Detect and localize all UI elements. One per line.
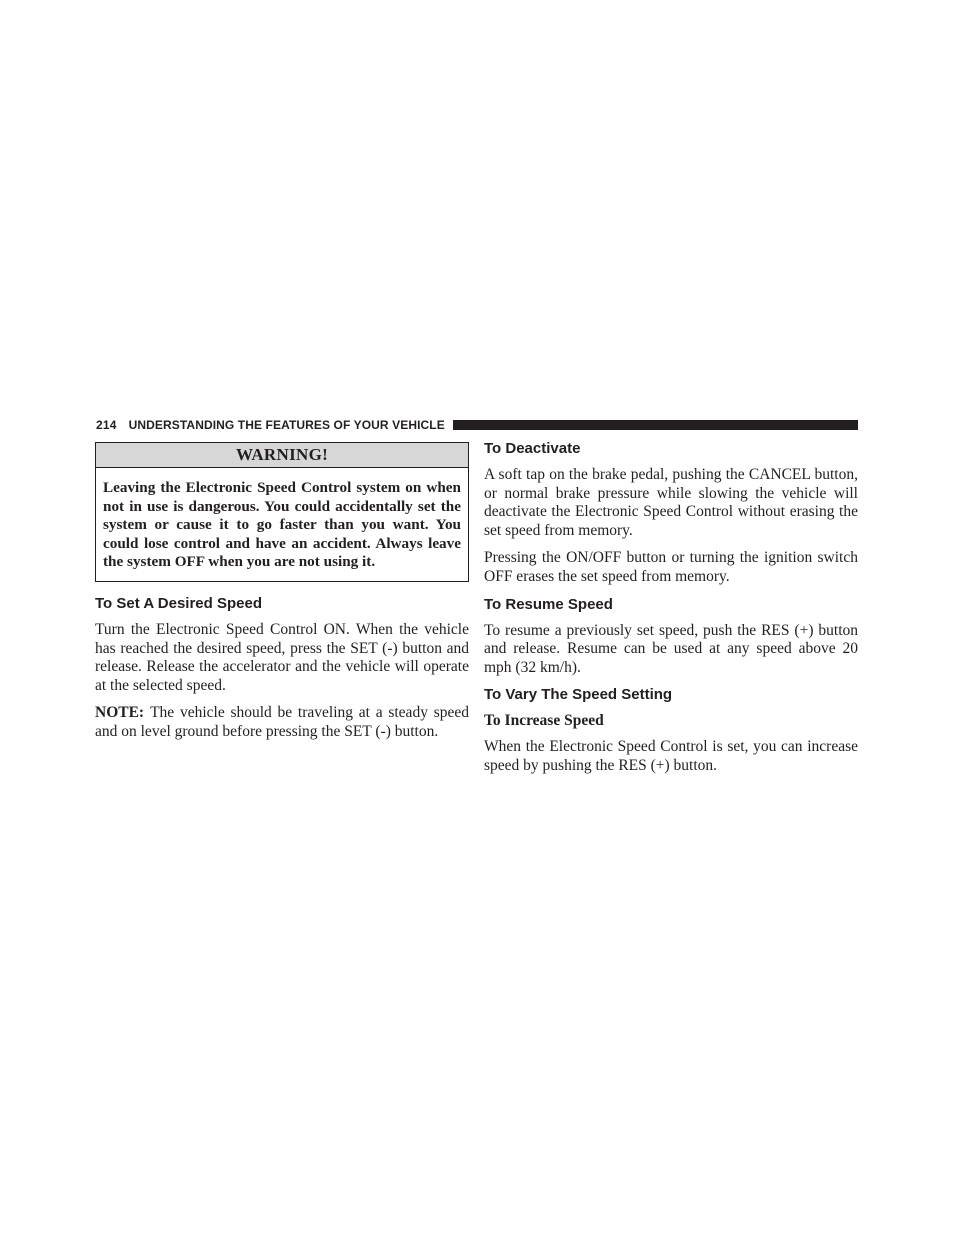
note-paragraph [95,704,469,741]
paragraph-set-desired-speed: Turn the Electronic Speed Control ON. When the vehicle has reached the desired speed, press the SET (-) button and release. Release the accelerator and the vehicle will operate at the selected speed. [95,620,469,694]
paragraph-increase-speed: When the Electronic Speed Control is set, you can increase speed by pushing the RES (+) button. [484,738,858,774]
section-title: UNDERSTANDING THE FEATURES OF YOUR VEHICLE [128,418,445,432]
header-rule [453,420,858,430]
warning-box [95,442,469,582]
subheading-increase-speed: To Increase Speed [484,712,604,730]
paragraph-deactivate-1: A soft tap on the brake pedal, pushing the CANCEL button, or normal brake pressure while slowing the vehicle will deactivate the Electronic Speed Control without erasing the set speed from memory. [484,466,858,539]
paragraph-deactivate-2: Pressing the ON/OFF button or turning the ignition switch OFF erases the set speed from memory. [484,549,858,585]
page-header [96,417,858,433]
warning-title: WARNING! [96,443,468,468]
note-text: The vehicle should be traveling at a steady speed and on level ground before pressing the SET (-) button. [95,704,469,740]
right-column [484,442,858,785]
heading-resume-speed: To Resume Speed [484,595,613,613]
note-label: NOTE: [95,704,145,722]
page-number: 214 [96,418,117,432]
heading-set-desired-speed: To Set A Desired Speed [95,594,262,612]
warning-body: Leaving the Electronic Speed Control system on when not in use is dangerous. You could accidentally set the system or cause it to go faster than you want. You could lose control and have an accident. Always leave the system OFF when you are not using it. [103,479,461,571]
heading-deactivate: To Deactivate [484,440,581,457]
paragraph-resume-speed: To resume a previously set speed, push the RES (+) button and release. Resume can be used at any speed above 20 mph (32 km/h). [484,621,858,676]
left-column [95,442,469,751]
heading-vary-speed: To Vary The Speed Setting [484,686,673,704]
